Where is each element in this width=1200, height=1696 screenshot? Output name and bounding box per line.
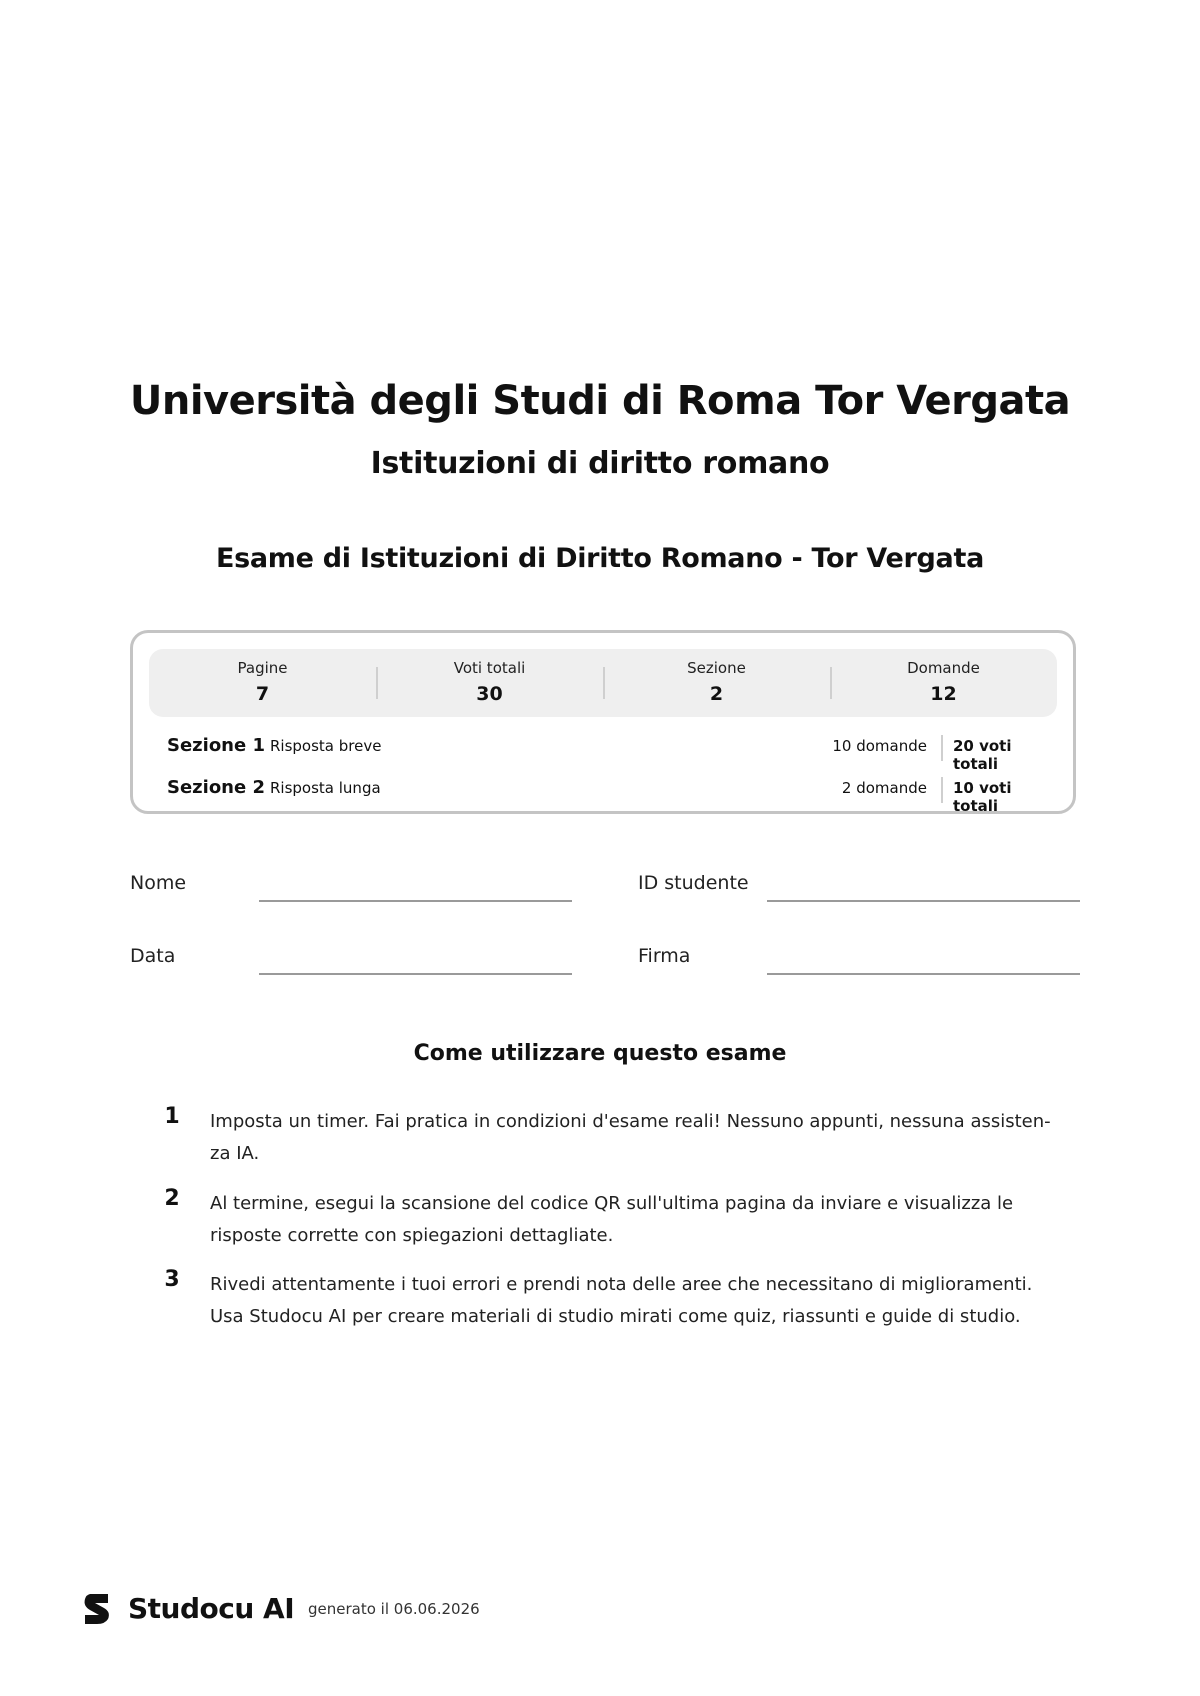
stat-label: Pagine <box>237 659 288 677</box>
stat-value: 12 <box>930 683 957 705</box>
section-question-count: 10 domande <box>832 737 927 755</box>
course-title: Istituzioni di diritto romano <box>370 446 830 481</box>
step-number: 2 <box>164 1186 180 1211</box>
section-marks: 10 voti totali <box>953 779 1012 815</box>
instructions-title: Come utilizzare questo esame <box>413 1041 787 1066</box>
brand-name: Studocu AI <box>128 1591 295 1625</box>
section-type: Risposta breve <box>270 737 382 755</box>
stat-value: 7 <box>255 683 270 705</box>
name-field[interactable] <box>259 900 572 902</box>
stat-questions <box>830 649 1057 717</box>
university-title: Università degli Studi di Roma Tor Vergata <box>129 378 1071 424</box>
section-divider <box>941 735 943 761</box>
section-question-count: 2 domande <box>841 779 927 797</box>
step-text: Al termine, esegui la scansione del codice QR sull'ultima pagina da inviare e visualizza le risposte corrette con spiegazioni dettagliate. <box>210 1193 1014 1246</box>
stat-label: Sezione <box>687 659 746 677</box>
stat-total-marks <box>376 649 603 717</box>
step-number: 1 <box>164 1104 180 1129</box>
signature-label: Firma <box>638 945 691 967</box>
studocu-logo <box>80 1590 294 1626</box>
date-label: Data <box>130 945 176 967</box>
section-name-text: Sezione 1 <box>167 735 265 756</box>
exam-title: Esame di Istituzioni di Diritto Romano - Tor Vergata <box>215 543 985 574</box>
stat-sections <box>603 649 830 717</box>
section-type: Risposta lunga <box>270 779 381 797</box>
stat-pages <box>149 649 376 717</box>
section-name-text: Sezione 2 <box>167 777 265 798</box>
stat-label: Domande <box>907 659 980 677</box>
stat-value: 30 <box>476 683 503 705</box>
section-divider <box>941 777 943 803</box>
step-text: Imposta un timer. Fai pratica in condizioni d'esame reali! Nessuno appunti, nessuna assisten- za IA. <box>210 1111 1051 1164</box>
section-row <box>167 775 1043 815</box>
section-name <box>167 735 381 756</box>
student-id-label: ID studente <box>638 872 749 894</box>
exam-summary-card <box>130 630 1076 814</box>
studocu-s-logo-icon <box>80 1590 114 1626</box>
stat-label: Voti totali <box>453 659 526 677</box>
step-number: 3 <box>164 1267 180 1292</box>
section-row <box>167 733 1043 773</box>
section-name <box>167 777 381 798</box>
section-marks: 20 voti totali <box>953 737 1012 773</box>
date-field[interactable] <box>259 973 572 975</box>
stats-bar <box>149 649 1057 717</box>
student-id-field[interactable] <box>767 900 1080 902</box>
generated-date: generato il 06.06.2026 <box>308 1600 480 1618</box>
name-label: Nome <box>130 872 187 894</box>
stat-value: 2 <box>709 683 724 705</box>
step-text: Rivedi attentamente i tuoi errori e prendi nota delle aree che necessitano di miglioramenti. Usa Studocu AI per creare materiali di studio mirati come quiz, riassunti e guide di studio. <box>210 1274 1033 1327</box>
signature-field[interactable] <box>767 973 1080 975</box>
